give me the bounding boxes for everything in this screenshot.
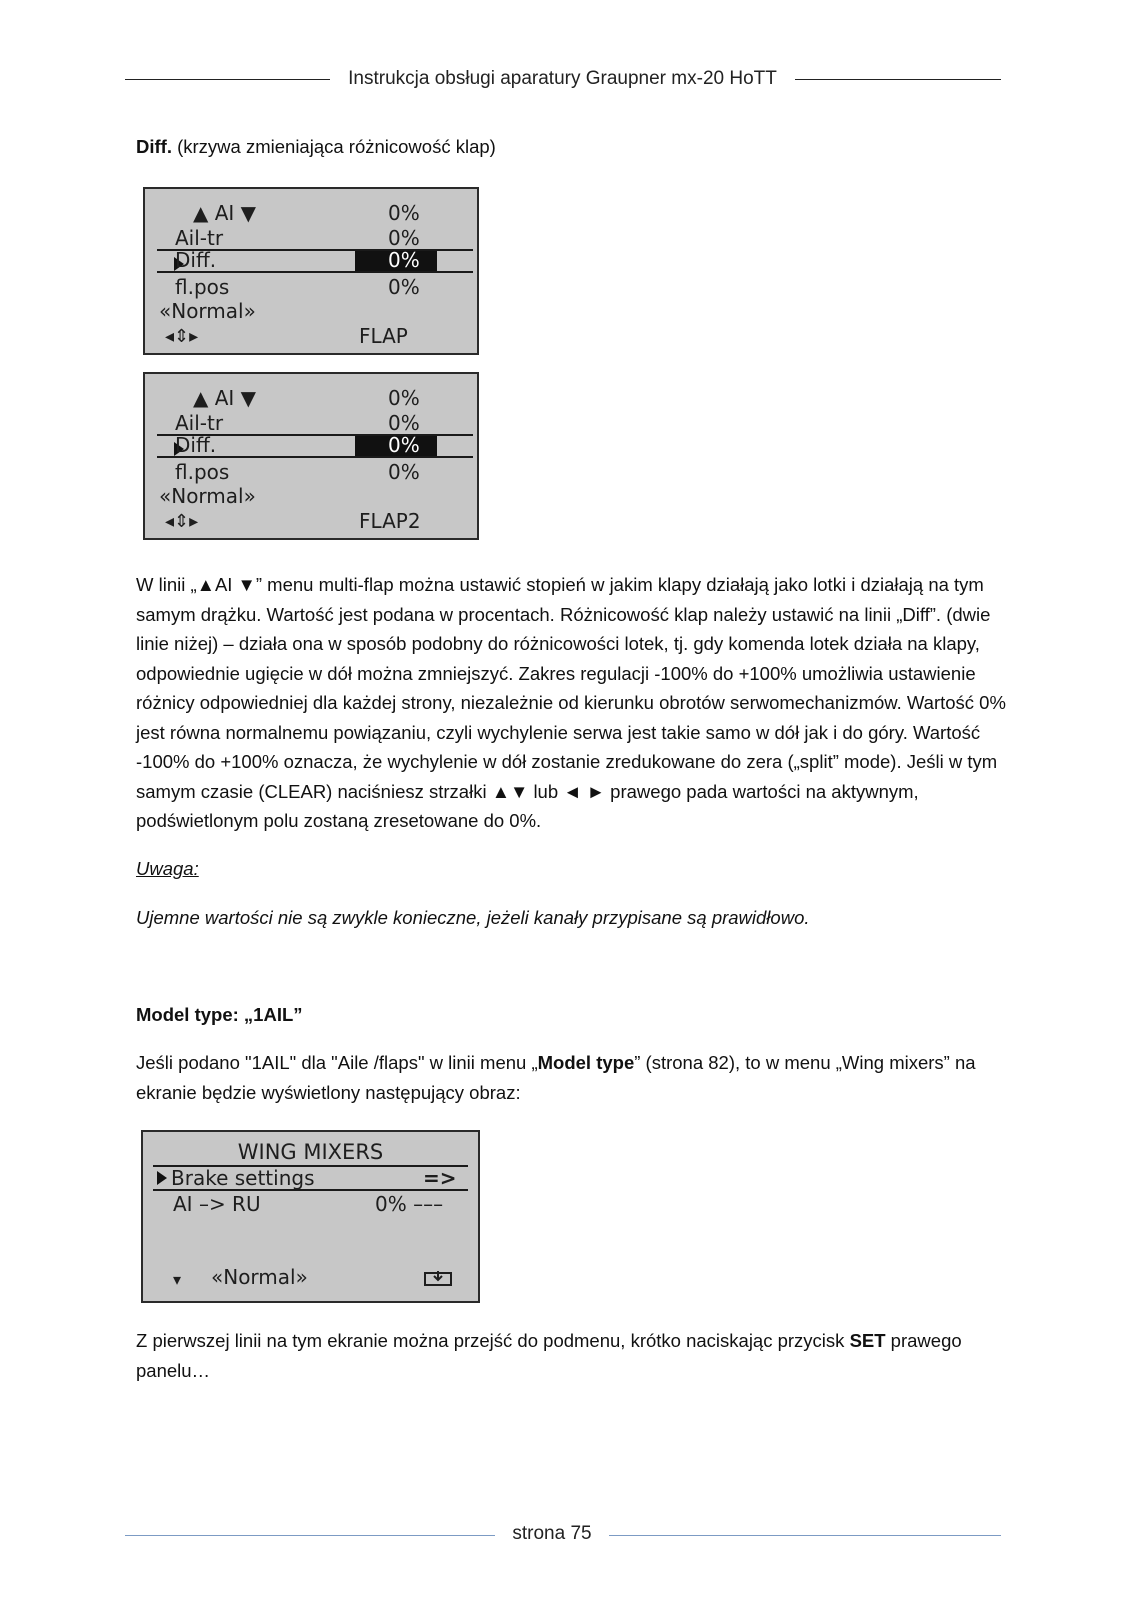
lcd-row-value: 0% [388,275,420,299]
lcd-row-value: 0% [388,460,420,484]
lcd-row-label: ▲ AI ▼ [193,386,257,410]
lcd-mode-label: «Normal» [211,1265,308,1289]
lcd-row-value: 0% [388,226,420,250]
lcd-row [145,484,477,509]
lcd-selected-row [157,434,473,458]
lcd-selected-row [153,1165,468,1191]
paragraph-bold: SET [849,1330,886,1351]
lcd-row-label: Diff. [175,433,217,457]
lcd-row-label: fl.pos [175,275,230,299]
navigation-arrows-icon: ◂⇕▸ [165,511,199,532]
lcd-row-label: Ail-tr [175,226,224,250]
footer-rule-right [609,1535,1001,1536]
ai-ru-value: 0% ––– [375,1192,444,1216]
lcd-row [145,201,477,226]
lcd-row-value: 0% [388,248,420,272]
paragraph-text: Z pierwszej linii na tym ekranie można przejść do podmenu, krótko naciskając przycisk [136,1330,850,1351]
wing-mixers-title: WING MIXERS [237,1140,384,1164]
section-diff-title-bold: Diff. [136,136,172,157]
lcd-row-label: ▲ AI ▼ [193,201,257,225]
lcd-row-value: FLAP2 [359,509,421,533]
page-footer [125,1523,1001,1549]
lcd-row [145,509,477,534]
paragraph-bold: Model type [537,1052,635,1073]
section-diff-heading [136,132,1006,162]
scroll-down-icon: ▾ [173,1270,182,1289]
lcd-row [145,460,477,485]
note-text: Ujemne wartości nie są zwykle konieczne, jeżeli kanały przypisane są prawidłowo. [136,907,810,928]
lcd-selected-row [157,249,473,273]
selection-pointer-icon [157,1171,167,1185]
page-number: strona 75 [512,1523,592,1544]
paragraph-text: ” (strona 82), to w menu „Wing mixers” na ekranie będzie wyświetlony następujący obraz: [136,1052,976,1103]
paragraph-diff-description: W linii „▲AI ▼” menu multi-flap można ustawić stopień w jakim klapy działają jako lotki i działają na tym samym drążku. Wartość jest podana w procentach. Różnicowość klap należy ustawić na linii „Diff”. (dwie linie niżej) – działa ona w sposób podobny do różnicowości lotek, tj. gdy komenda lotek działa na klapy, odpowiednie ugięcie w dół można zmniejszyć. Zakres regulacji -100% do +100% umożliwia ustawienie różnicy odpowiedniej dla każdej strony, niezależnie od kierunku obrotów serwomechanizmów. Wartość 0% jest równa normalnemu powiązaniu, czyli wychylenie serwa jest takie samo w dół jak i do góry. Wartość -100% do +100% oznacza, że wychylenie w dół zostanie zredukowane do zera („split” mode). Jeśli w tym samym czasie (CLEAR) naciśniesz strzałki ▲▼ lub ◄ ► prawego pada wartości na aktywnym, podświetlonym polu zostaną zresetowane do 0%. [136,574,1006,831]
lcd-row [145,386,477,411]
lcd-row-label: Ail-tr [175,411,224,435]
lcd-mode-label: «Normal» [159,299,256,323]
lcd-row-value: 0% [388,201,420,225]
paragraph-text: Jeśli podano "1AIL" dla "Aile /flaps" w linii menu „ [136,1052,538,1073]
lcd-row [145,275,477,300]
navigation-arrows-icon: ◂⇕▸ [165,326,199,347]
lcd-screen-flap2 [143,372,479,540]
header-title: Instrukcja obsługi aparatury Graupner mx-20 HoTT [348,68,777,89]
paragraph-model-type [136,1048,1006,1107]
submenu-arrow-icon: => [423,1166,457,1190]
lcd-row-label: Diff. [175,248,217,272]
lcd-mode-label: «Normal» [159,484,256,508]
lcd-row-value: 0% [388,433,420,457]
header-rule-right [795,79,1001,80]
lcd-row-label: fl.pos [175,460,230,484]
save-icon [423,1269,453,1287]
lcd-screen-wing-mixers [141,1130,480,1303]
section-diff-title-rest: (krzywa zmieniająca różnicowość klap) [171,136,496,157]
header-rule-left [125,79,330,80]
note-label: Uwaga: [136,858,199,879]
lcd-row-value: FLAP [359,324,408,348]
lcd-screen-flap [143,187,479,355]
section-model-type-title: Model type: „1AIL” [136,1004,303,1025]
lcd-row-value: 0% [388,411,420,435]
page-header [125,66,1001,94]
ai-ru-label: AI –> RU [173,1192,261,1216]
paragraph-text: prawego panelu… [136,1330,962,1381]
footer-rule-left [125,1535,495,1536]
lcd-row [157,433,473,458]
lcd-row [145,299,477,324]
lcd-row [157,248,473,273]
lcd-row-value: 0% [388,386,420,410]
lcd-row [145,324,477,349]
paragraph-submenu [136,1326,1006,1385]
brake-settings-label: Brake settings [171,1166,315,1190]
